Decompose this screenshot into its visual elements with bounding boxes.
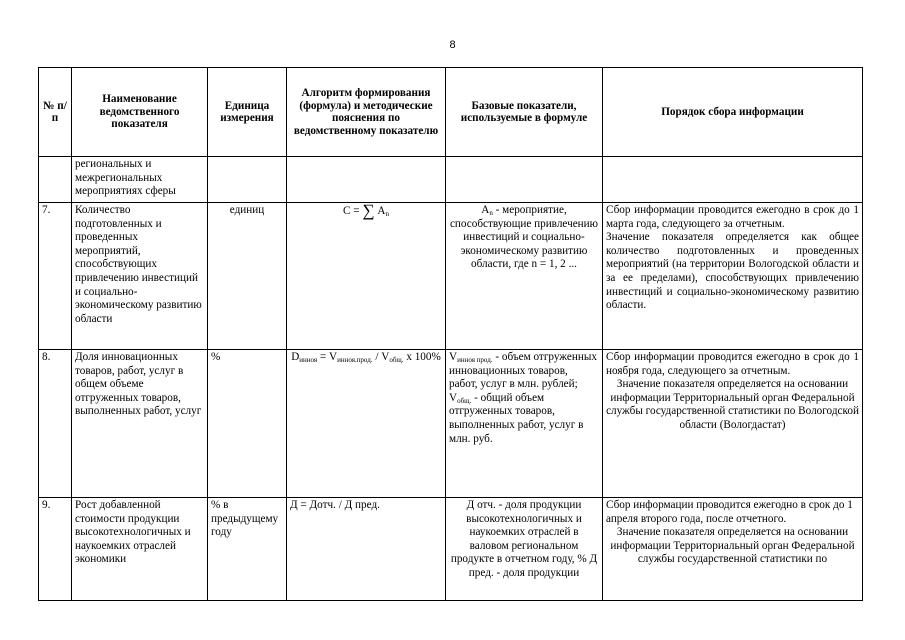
header-unit: Единица измерения: [208, 68, 287, 157]
order-p1: Сбор информации проводится ежегодно в срок до 1 марта года, следующего за отчетным.: [606, 204, 859, 230]
formula-sub: n: [385, 210, 389, 218]
base-v1-sub: инноя прод.: [457, 356, 493, 364]
formula-eq: = V: [317, 351, 338, 363]
cell-unit: [208, 157, 287, 203]
cell-base: [446, 203, 603, 350]
header-name: Наименование ведомственного показателя: [72, 68, 208, 157]
base-v2-sub: общ.: [457, 396, 472, 405]
cell-unit: % в предыдущему году: [208, 498, 287, 601]
formula-d: D: [291, 351, 300, 363]
cell-base: Д отч. - доля продукции высокотехнологичных и наукоемких отраслей в валовом региональном продукте в отчетном году, % Д пред. - доля продукции: [446, 498, 603, 601]
order-p2: Значение показателя определяется на основании информации Территориальный орган Федеральной службы государственной статистики по Вологодской области (Вологдастат): [606, 378, 859, 431]
table-row-continuation: [39, 157, 863, 203]
order-p2: Значение показателя определяется на основании информации Территориальный орган Федеральной службы государственной статистики по: [610, 526, 855, 566]
base-sub: n: [489, 209, 493, 217]
base-a: А: [481, 204, 490, 216]
page-number: 8: [449, 39, 456, 51]
base-text: - мероприятие, способствующие привлечению инвестиций и социально-экономическому развитию области, где n = 1, 2 ...: [449, 204, 599, 271]
cell-num: 7.: [39, 203, 72, 350]
cell-name: региональных и межрегиональных мероприятиях сферы: [72, 157, 208, 203]
formula-div: / V: [372, 351, 390, 363]
cell-name: Количество подготовленных и проведенных мероприятий, способствующих привлечению инвестиций и социально-экономическому развитию области: [72, 203, 208, 350]
cell-order: [603, 350, 863, 498]
table-row-9: [39, 498, 863, 601]
table-header-row: [39, 68, 863, 157]
cell-unit: %: [208, 350, 287, 498]
formula-tail: х 100%: [403, 351, 441, 363]
cell-base: [446, 350, 603, 498]
cell-formula: Д = Дотч. / Д пред.: [287, 498, 446, 601]
formula-a: А: [377, 205, 386, 217]
cell-num: 9.: [39, 498, 72, 601]
cell-formula: [287, 203, 446, 350]
cell-order: [603, 203, 863, 350]
cell-algorithm: [287, 157, 446, 203]
order-p1: Сбор информации проводится ежегодно в срок до 1 апреля второго года, после отчетного.: [606, 499, 853, 525]
header-num: № п/п: [39, 68, 72, 157]
cell-order: [603, 498, 863, 601]
formula-v1-sub: инноя.прод.: [337, 356, 373, 364]
formula-d-sub: инноя: [299, 356, 318, 364]
cell-num: [39, 157, 72, 203]
cell-base: [446, 157, 603, 203]
cell-num: 8.: [39, 350, 72, 498]
order-p2: Значение показателя определяется как общее количество подготовленных и проведенных мероприятий (на территории Вологодской области и за ее пределами), способствующих привлечению инвестиций и социально-экономическому развитию области.: [606, 231, 859, 312]
base-t1: - объем отгруженных инновационных товаров, работ, услуг в млн. рублей;: [449, 351, 597, 391]
sum-sign: ∑: [362, 201, 375, 220]
formula-left: С =: [343, 205, 360, 217]
cell-name: Рост добавленной стоимости продукции высокотехнологичных и наукоемких отраслей экономики: [72, 498, 208, 601]
cell-formula: [287, 350, 446, 498]
cell-name: Доля инновационных товаров, работ, услуг в общем объеме отгруженных товаров, выполненных работ, услуг: [72, 350, 208, 498]
cell-order: [603, 157, 863, 203]
header-order: Порядок сбора информации: [603, 68, 863, 157]
base-v2: V: [449, 391, 458, 404]
table-row-8: [39, 350, 863, 498]
base-t2: - общий объем отгруженных товаров, выполненных работ, услуг в млн. руб.: [449, 391, 584, 445]
order-p1: Сбор информации проводится ежегодно в срок до 1 ноября года, следующего за отчетным.: [606, 351, 859, 377]
indicators-table: [38, 67, 863, 601]
table-row-7: [39, 203, 863, 350]
base-v1: V: [449, 351, 458, 363]
header-algorithm: Алгоритм формирования (формула) и методические пояснения по ведомственному показателю: [287, 68, 446, 157]
header-base: Базовые показатели, используемые в формуле: [446, 68, 603, 157]
cell-unit: единиц: [208, 203, 287, 350]
formula-v2-sub: общ.: [389, 356, 404, 364]
